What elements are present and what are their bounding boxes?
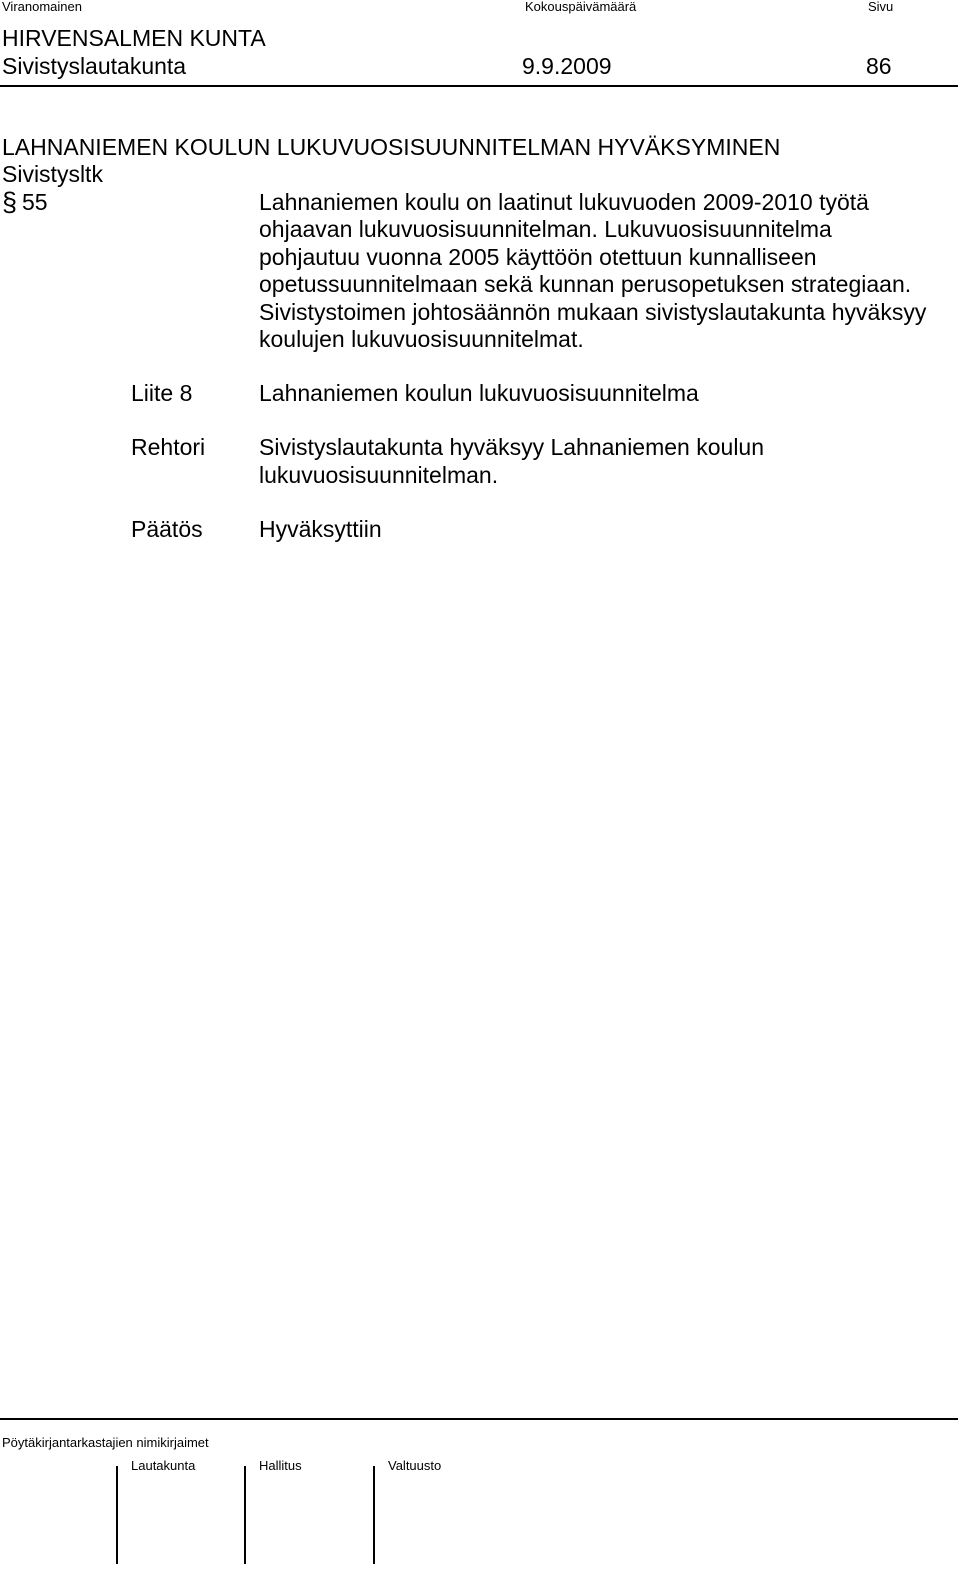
proposal-line: lukuvuosisuunnitelman. bbox=[259, 462, 499, 488]
item-title: LAHNANIEMEN KOULUN LUKUVUOSISUUNNITELMAN HYVÄKSYMINEN bbox=[2, 134, 781, 160]
meeting-date: 9.9.2009 bbox=[522, 53, 612, 79]
body-line: Lahnaniemen koulu on laatinut lukuvuoden 2009-2010 työtä bbox=[259, 189, 869, 215]
board-name: Sivistyslautakunta bbox=[2, 53, 187, 79]
body-line: koulujen lukuvuosisuunnitelmat. bbox=[259, 326, 584, 352]
decision-text: Hyväksyttiin bbox=[259, 516, 382, 542]
header-rule bbox=[0, 85, 958, 87]
municipality-name: HIRVENSALMEN KUNTA bbox=[2, 25, 266, 51]
footer-rule bbox=[0, 1418, 958, 1420]
signature-column-divider bbox=[116, 1466, 118, 1564]
page-number: 86 bbox=[866, 53, 892, 79]
attachment-label: Liite 8 bbox=[131, 380, 193, 406]
header-date-label: Kokouspäivämäärä bbox=[525, 0, 637, 14]
body-line: ohjaavan lukuvuosisuunnitelman. Lukuvuosisuunnitelma bbox=[259, 216, 832, 242]
footer-council-label: Valtuusto bbox=[388, 1458, 442, 1473]
decision-label: Päätös bbox=[131, 516, 203, 542]
item-reference: Sivistysltk bbox=[2, 161, 103, 187]
footer-government-label: Hallitus bbox=[259, 1458, 302, 1473]
signatures-label: Pöytäkirjantarkastajien nimikirjaimet bbox=[2, 1435, 209, 1450]
attachment-text: Lahnaniemen koulun lukuvuosisuunnitelma bbox=[259, 380, 699, 406]
header-page-label: Sivu bbox=[868, 0, 894, 14]
proposer-label: Rehtori bbox=[131, 434, 206, 460]
signature-column-divider bbox=[244, 1466, 246, 1564]
body-line: Sivistystoimen johtosäännön mukaan sivistyslautakunta hyväksyy bbox=[259, 299, 927, 325]
header-official-label: Viranomainen bbox=[2, 0, 82, 14]
signature-column-divider bbox=[373, 1466, 375, 1564]
proposal-line: Sivistyslautakunta hyväksyy Lahnaniemen koulun bbox=[259, 434, 765, 460]
section-symbol: § bbox=[2, 187, 18, 217]
body-line: opetussuunnitelmaan sekä kunnan perusopetuksen strategiaan. bbox=[259, 271, 912, 297]
body-line: pohjautuu vuonna 2005 käyttöön otettuun kunnalliseen bbox=[259, 244, 817, 270]
section-number: 55 bbox=[22, 189, 48, 215]
footer-board-label: Lautakunta bbox=[131, 1458, 196, 1473]
